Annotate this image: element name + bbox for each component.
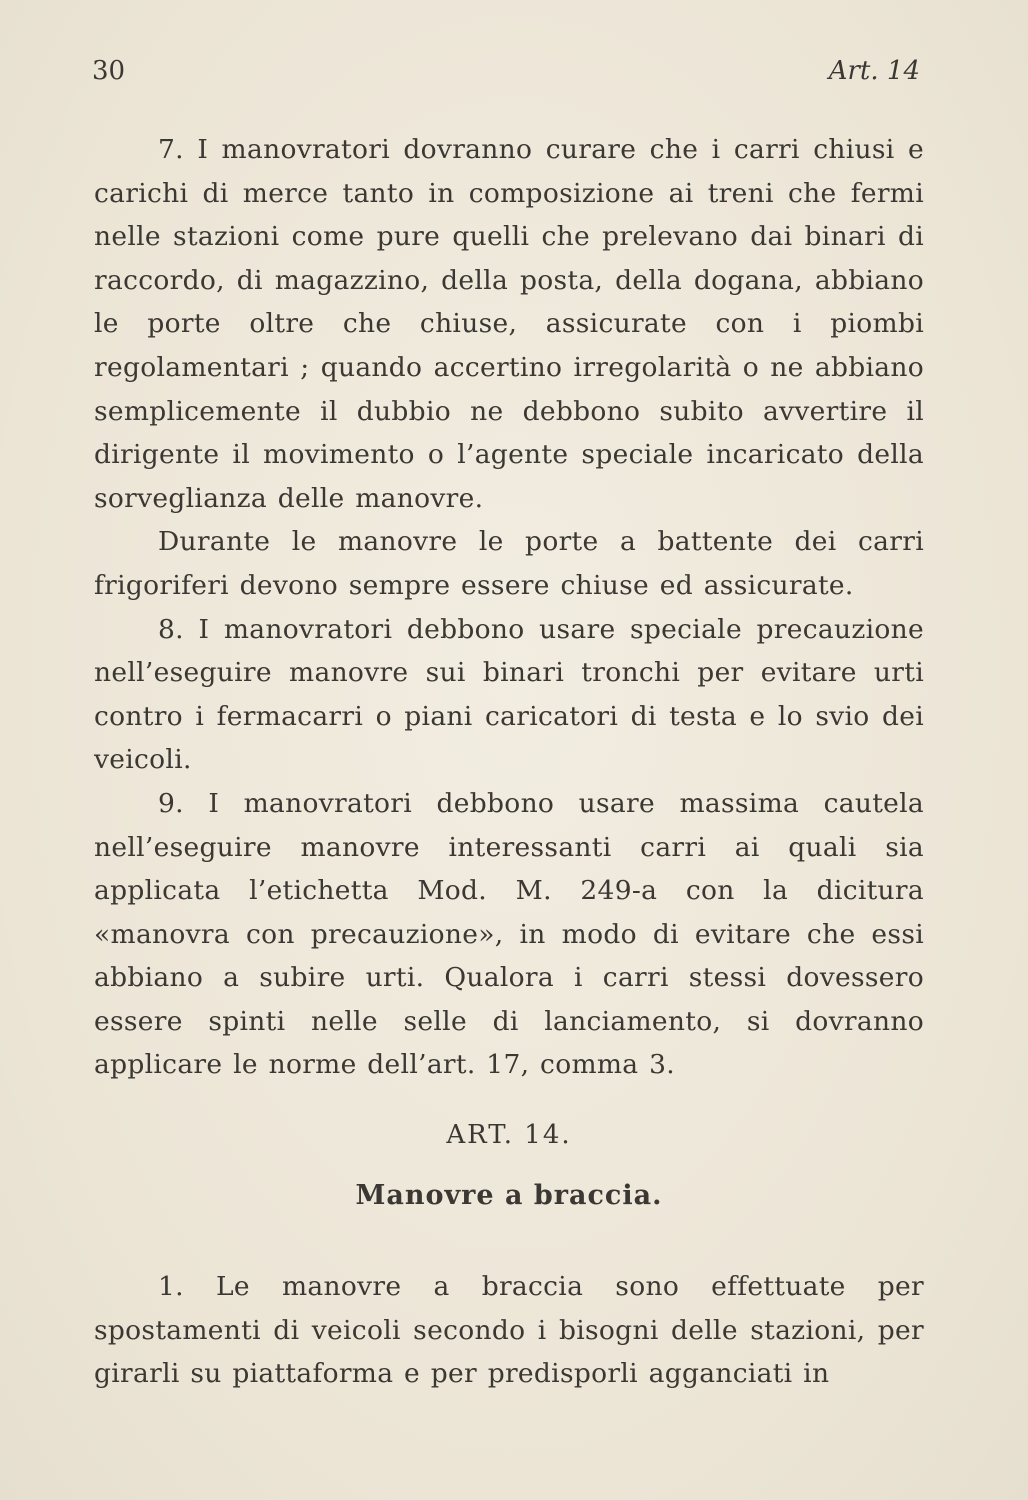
article-paragraph-1: 1. Le manovre a braccia sono effettuate per spostamenti di veicoli secondo i bisogni delle stazioni, per girarli su piattaforma e per predisporli agganciati in — [94, 1271, 924, 1390]
article-title: Manovre a braccia. — [355, 1180, 663, 1211]
article-heading: ART. 14. — [446, 1120, 572, 1150]
paragraph-9: 9. I manovratori debbono usare massima cautela nell’eseguire manovre interessanti carri ai quali sia applicata l’etichetta Mod. M. 249-a con la dicitura «manovra con precauzione», in modo di evitare che essi abbiano a subire urti. Qualora i carri stessi dovessero essere spinti nelle selle di lanciamento, si dovranno applicare le norme dell’art. 17, comma 3. — [94, 787, 924, 1081]
body-text — [94, 128, 924, 1087]
paragraph-7: 7. I manovratori dovranno curare che i carri chiusi e carichi di merce tanto in composizione ai treni che fermi nelle stazioni come pure quelli che prelevano dai binari di raccordo, di magazzino, della posta, della dogana, abbiano le porte oltre che chiuse, assicurate con i piombi regolamentari ; quando accertino irregolarità o ne abbiano semplicemente il dubbio ne debbono subito avvertire il dirigente il movimento o l’agente speciale incaricato della sorveglianza delle manovre. — [94, 134, 924, 514]
paragraph-7-continued: Durante le manovre le porte a battente dei carri frigoriferi devono sempre essere chiuse ed assicurate. — [94, 526, 924, 601]
page-number: 30 — [92, 56, 126, 86]
paragraph-8: 8. I manovratori debbono usare speciale precauzione nell’eseguire manovre sui binari tronchi per evitare urti contro i fermacarri o piani caricatori di testa e lo svio dei veicoli. — [94, 613, 924, 776]
running-head: Art. 14 — [828, 56, 920, 86]
page-header — [92, 52, 924, 92]
article-body — [94, 1265, 924, 1396]
